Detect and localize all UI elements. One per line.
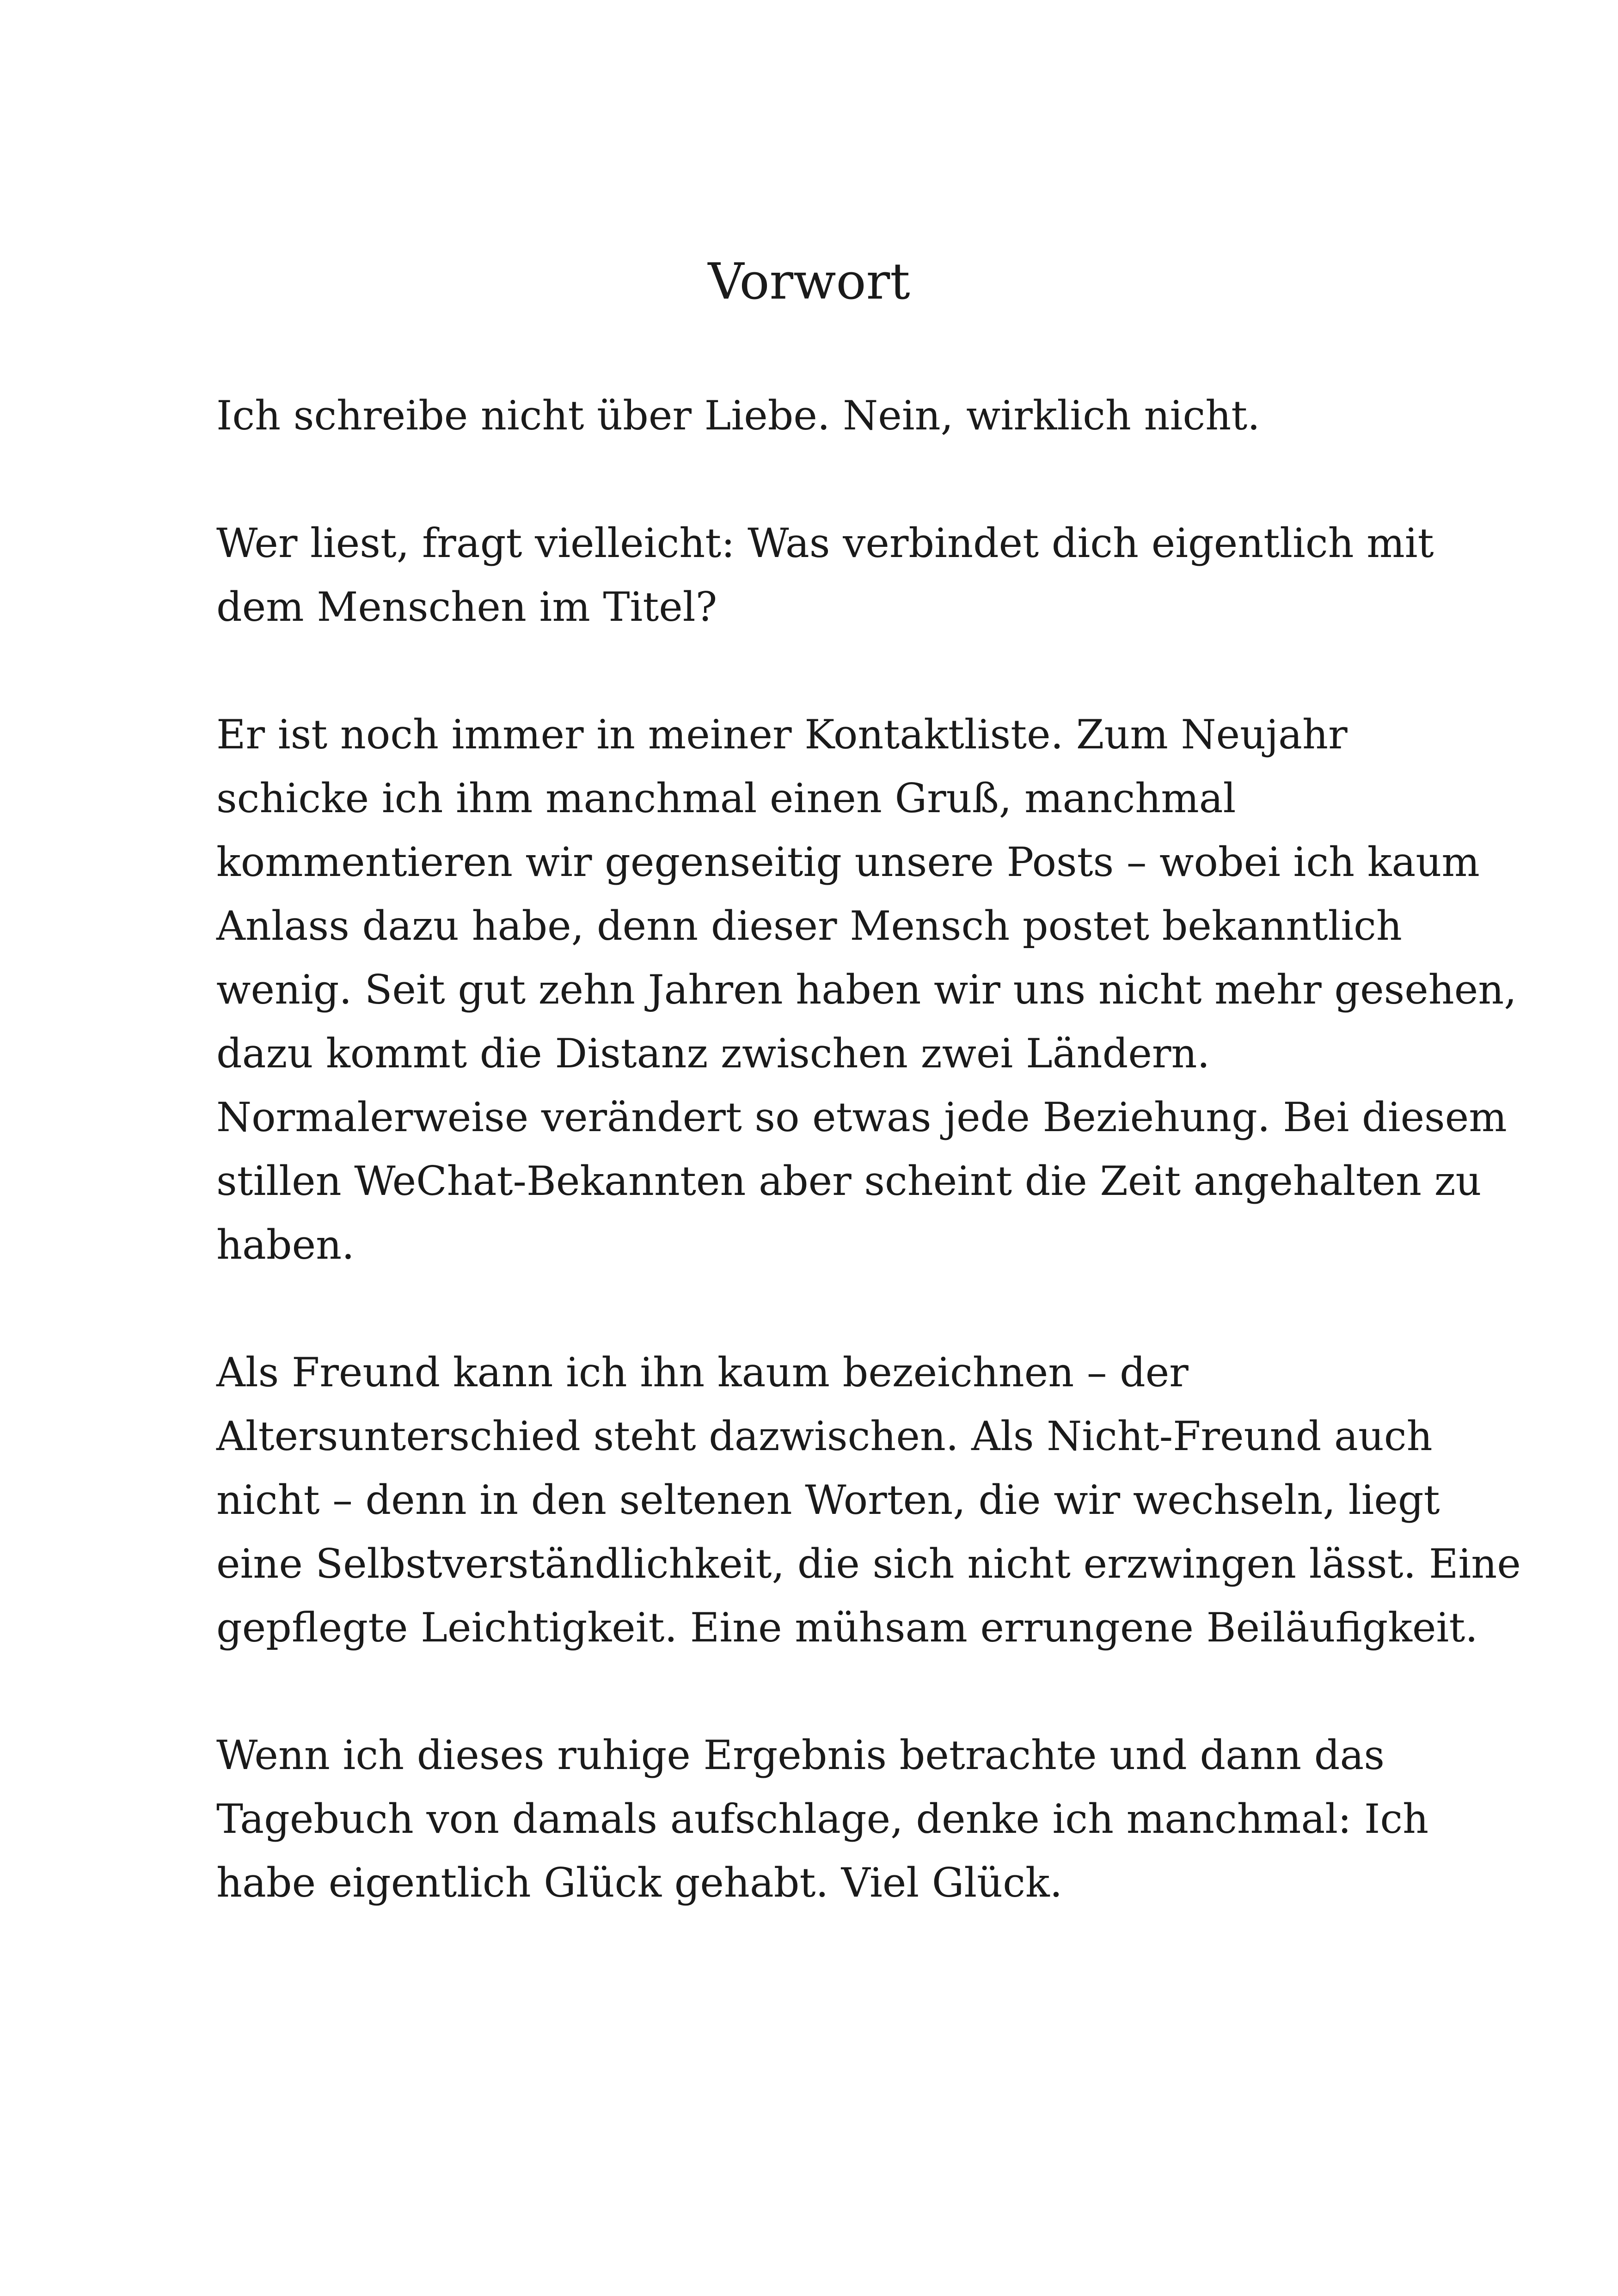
text-line: habe eigentlich Glück gehabt. Viel Glück.	[216, 1859, 1063, 1906]
text-line: gepflegte Leichtigkeit. Eine mühsam errungene Beiläufigkeit.	[216, 1604, 1478, 1651]
text-line: Tagebuch von damals aufschlage, denke ich manchmal: Ich	[216, 1795, 1429, 1843]
text-line: Anlass dazu habe, denn dieser Mensch postet bekanntlich	[216, 902, 1402, 949]
text-line: Normalerweise verändert so etwas jede Beziehung. Bei diesem	[216, 1094, 1507, 1141]
text-line: nicht – denn in den seltenen Worten, die wir wechseln, liegt	[216, 1476, 1440, 1524]
text-line: Er ist noch immer in meiner Kontaktliste. Zum Neujahr	[216, 711, 1348, 758]
text-line: stillen WeChat-Bekannten aber scheint die Zeit angehalten zu	[216, 1157, 1482, 1205]
text-line: dem Menschen im Titel?	[216, 583, 717, 631]
text-line: eine Selbstverständlichkeit, die sich nicht erzwingen lässt. Eine	[216, 1540, 1521, 1587]
text-line: wenig. Seit gut zehn Jahren haben wir uns nicht mehr gesehen,	[216, 966, 1517, 1013]
page-title: Vorwort	[708, 253, 910, 311]
text-line: Wenn ich dieses ruhige Ergebnis betrachte und dann das	[216, 1732, 1385, 1779]
text-line: dazu kommt die Distanz zwischen zwei Ländern.	[216, 1030, 1210, 1077]
text-line: Wer liest, fragt vielleicht: Was verbindet dich eigentlich mit	[216, 520, 1434, 567]
paragraph-3	[216, 703, 1517, 1277]
body-text	[216, 384, 1521, 1978]
text-line: Altersunterschied steht dazwischen. Als Nicht-Freund auch	[216, 1413, 1433, 1460]
text-line: kommentieren wir gegenseitig unsere Posts – wobei ich kaum	[216, 839, 1480, 886]
paragraph-4	[216, 1341, 1521, 1659]
text-line: haben.	[216, 1221, 355, 1268]
text-line: Als Freund kann ich ihn kaum bezeichnen – der	[216, 1349, 1189, 1396]
paragraph-5	[216, 1723, 1474, 1915]
text-line: Ich schreibe nicht über Liebe. Nein, wirklich nicht.	[216, 392, 1260, 439]
paragraph-2	[216, 511, 1474, 639]
paragraph-1	[216, 384, 1474, 447]
text-line: schicke ich ihm manchmal einen Gruß, manchmal	[216, 775, 1236, 822]
